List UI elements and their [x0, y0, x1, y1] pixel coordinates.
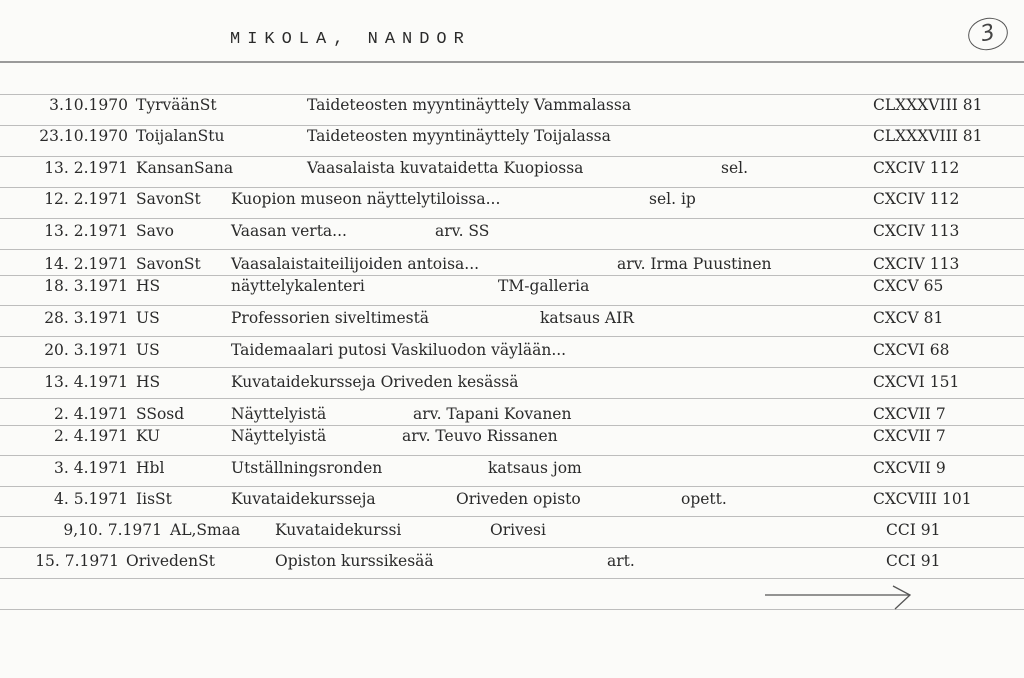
entry-title: Kuvataidekursseja [231, 490, 376, 508]
entry-title: Taidemaalari putosi Vaskiluodon väylään... [231, 341, 567, 359]
entry-source: HS [136, 277, 161, 295]
entry-note: Orivesi [490, 521, 546, 539]
entry-title: Näyttelyistä [231, 427, 327, 445]
entry-row [0, 277, 1024, 299]
entry-date: 2. 4.1971 [54, 427, 128, 445]
entry-row [0, 96, 1024, 118]
entry-row [0, 309, 1024, 331]
entry-date: 15. 7.1971 [35, 552, 119, 570]
entry-source: AL,Smaa [170, 521, 241, 539]
entry-row [0, 373, 1024, 395]
entry-date: 3. 4.1971 [54, 459, 128, 477]
entry-row [0, 222, 1024, 244]
entry-title: Näyttelyistä [231, 405, 327, 423]
entry-source: ToijalanStu [136, 127, 225, 145]
ruled-line [0, 156, 1024, 157]
entry-note: katsaus AIR [540, 309, 634, 327]
entry-source: Hbl [136, 459, 165, 477]
entry-title: Taideteosten myyntinäyttely Toijalassa [307, 127, 611, 145]
entry-source: OrivedenSt [126, 552, 215, 570]
entry-ref: CCI 91 [886, 521, 941, 539]
entry-ref: CXCVIII 101 [873, 490, 972, 508]
ruled-line [0, 305, 1024, 306]
card-number-circled: 3 [965, 14, 1011, 54]
entry-source: KansanSana [136, 159, 234, 177]
entry-row [0, 255, 1024, 277]
entry-source: TyrväänSt [136, 96, 217, 114]
entry-date: 9,10. 7.1971 [63, 521, 162, 539]
entry-date: 4. 5.1971 [54, 490, 128, 508]
ruled-line [0, 125, 1024, 126]
ruled-line [0, 398, 1024, 399]
entry-title: Kuvataidekursseja Oriveden kesässä [231, 373, 519, 391]
entry-title: Utställningsronden [231, 459, 383, 477]
entry-row [0, 427, 1024, 449]
entry-title: Opiston kurssikesää [275, 552, 434, 570]
ruled-line [0, 367, 1024, 368]
entry-date: 12. 2.1971 [44, 190, 128, 208]
ruled-line [0, 249, 1024, 250]
entry-ref: CXCVII 7 [873, 405, 946, 423]
entry-source: US [136, 309, 160, 327]
entry-source: IisSt [136, 490, 172, 508]
entry-title: Vaasan verta... [231, 222, 347, 240]
entry-date: 18. 3.1971 [44, 277, 128, 295]
entry-row [0, 459, 1024, 481]
entry-note: art. [607, 552, 635, 570]
entry-source: KU [136, 427, 161, 445]
entry-note: sel. [721, 159, 749, 177]
entry-date: 13. 2.1971 [44, 222, 128, 240]
entry-row [0, 490, 1024, 512]
entry-source: HS [136, 373, 161, 391]
entry-date: 28. 3.1971 [44, 309, 128, 327]
ruled-line [0, 516, 1024, 517]
entry-date: 13. 2.1971 [44, 159, 128, 177]
entry-date: 23.10.1970 [39, 127, 128, 145]
entry-source: Savo [136, 222, 174, 240]
entry-title: Vaasalaista kuvataidetta Kuopiossa [307, 159, 584, 177]
ruled-line [0, 218, 1024, 219]
entry-source: SavonSt [136, 190, 201, 208]
entry-note: katsaus jom [488, 459, 582, 477]
entry-ref: CXCVII 7 [873, 427, 946, 445]
entry-ref: CLXXXVIII 81 [873, 96, 983, 114]
ruled-line [0, 455, 1024, 456]
entry-row [0, 552, 1024, 574]
entry-row [0, 127, 1024, 149]
entry-title: Taideteosten myyntinäyttely Vammalassa [307, 96, 632, 114]
entry-row [0, 521, 1024, 543]
entry-title: näyttelykalenteri [231, 277, 365, 295]
entry-ref: CCI 91 [886, 552, 941, 570]
entry-ref: CLXXXVIII 81 [873, 127, 983, 145]
entry-title: Vaasalaistaiteilijoiden antoisa... [231, 255, 480, 273]
entry-row [0, 405, 1024, 427]
entry-date: 20. 3.1971 [44, 341, 128, 359]
entry-row [0, 190, 1024, 212]
entry-source: SavonSt [136, 255, 201, 273]
ruled-line [0, 578, 1024, 579]
ruled-line [0, 547, 1024, 548]
entry-ref: CXCIV 113 [873, 222, 960, 240]
entry-ref: CXCVI 68 [873, 341, 950, 359]
ruled-line [0, 187, 1024, 188]
entry-ref: CXCIV 112 [873, 159, 960, 177]
entry-note: arv. Irma Puustinen [617, 255, 772, 273]
header-divider [0, 61, 1024, 63]
entry-title: Kuopion museon näyttelytiloissa... [231, 190, 501, 208]
entry-note: sel. ip [649, 190, 696, 208]
entry-date: 13. 4.1971 [44, 373, 128, 391]
entry-date: 3.10.1970 [49, 96, 128, 114]
ruled-line [0, 336, 1024, 337]
entry-note: arv. SS [435, 222, 490, 240]
entry-ref: CXCIV 112 [873, 190, 960, 208]
continuation-arrow-icon [765, 585, 915, 611]
entry-source: US [136, 341, 160, 359]
ruled-line [0, 94, 1024, 95]
entry-ref: CXCVII 9 [873, 459, 946, 477]
entry-ref: CXCVI 151 [873, 373, 960, 391]
entry-ref: CXCV 65 [873, 277, 944, 295]
entry-ref: CXCIV 113 [873, 255, 960, 273]
entry-source: SSosd [136, 405, 185, 423]
entry-date: 2. 4.1971 [54, 405, 128, 423]
entry-title: Kuvataidekurssi [275, 521, 402, 539]
entry-note: TM-galleria [498, 277, 590, 295]
entry-note: arv. Teuvo Rissanen [402, 427, 558, 445]
entry-row [0, 159, 1024, 181]
entry-row [0, 341, 1024, 363]
ruled-line [0, 486, 1024, 487]
entry-note: arv. Tapani Kovanen [413, 405, 572, 423]
entry-note: Oriveden opisto [456, 490, 581, 508]
entry-date: 14. 2.1971 [44, 255, 128, 273]
entry-ref: CXCV 81 [873, 309, 944, 327]
entry-note-2: opett. [681, 490, 727, 508]
card-title: MIKOLA, NANDOR [230, 30, 471, 49]
entry-title: Professorien siveltimestä [231, 309, 430, 327]
